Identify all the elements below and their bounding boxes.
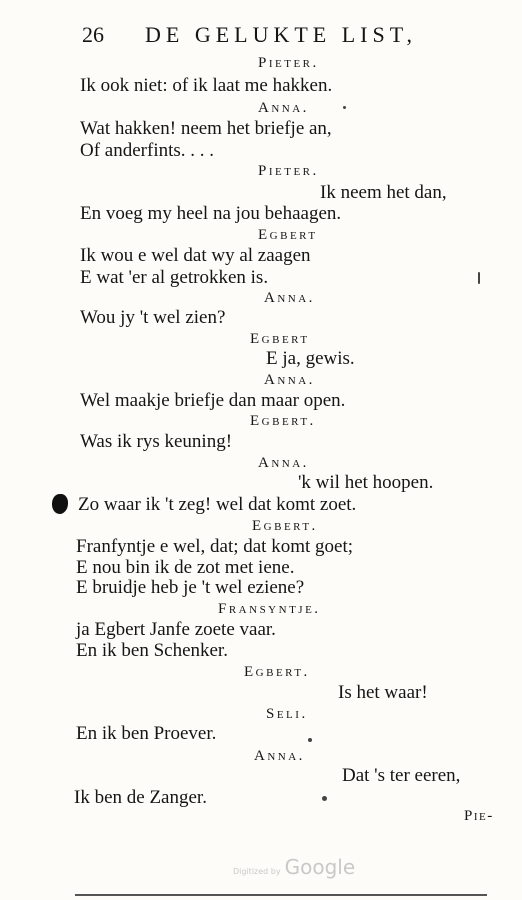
verse-line: En voeg my heel na jou behaagen.	[80, 203, 342, 224]
catchword: Pie-	[464, 808, 494, 824]
speaker-name: Anna.	[258, 455, 309, 471]
verse-line: Wou jy 't wel zien?	[80, 307, 226, 328]
bottom-rule	[75, 894, 487, 896]
speaker-name: Egbert.	[250, 413, 316, 429]
ink-speck	[478, 272, 480, 284]
speaker-name: Anna.	[254, 748, 305, 764]
running-title: DE GELUKTE LIST,	[145, 22, 418, 47]
ink-speck	[308, 738, 312, 742]
verse-line: Wel maakje briefje dan maar open.	[80, 390, 346, 411]
speaker-name: Egbert.	[252, 518, 318, 534]
speaker-name: Pieter.	[258, 163, 319, 179]
speaker-name: Egbert.	[244, 664, 310, 680]
ink-speck	[322, 796, 327, 801]
verse-line: Zo waar ik 't zeg! wel dat komt zoet.	[78, 494, 357, 515]
speaker-name: Egbert	[258, 227, 318, 243]
speaker-name: Egbert	[250, 331, 310, 347]
speaker-name: Anna.	[264, 372, 315, 388]
verse-line: 'k wil het hoopen.	[298, 472, 434, 493]
verse-line: ja Egbert Janfe zoete vaar.	[76, 619, 276, 640]
verse-line: Wat hakken! neem het briefje an,	[80, 118, 332, 139]
verse-line: En ik ben Schenker.	[76, 640, 228, 661]
verse-line: Franfyntje e wel, dat; dat komt goet;	[76, 536, 354, 557]
page-number: 26	[82, 22, 104, 47]
ink-speck	[343, 106, 346, 109]
verse-line: Was ik rys keuning!	[80, 431, 233, 452]
google-watermark: Digitized by Google	[233, 855, 356, 879]
speaker-name: Pieter.	[258, 55, 319, 71]
verse-line: Ik ben de Zanger.	[74, 787, 207, 808]
verse-line: Ik ook niet: of ik laat me hakken.	[80, 75, 333, 96]
verse-line: E bruidje heb je 't wel eziene?	[76, 577, 305, 598]
verse-line: E ja, gewis.	[266, 348, 355, 369]
speaker-name: Seli.	[266, 706, 308, 722]
ink-blot	[52, 494, 68, 514]
verse-line: Ik wou e wel dat wy al zaagen	[80, 245, 311, 266]
verse-line: E wat 'er al getrokken is.	[80, 267, 269, 288]
verse-line: Of anderfints. . . .	[80, 140, 215, 161]
verse-line: En ik ben Proever.	[76, 723, 217, 744]
verse-line: Is het waar!	[338, 682, 428, 703]
verse-line: E nou bin ik de zot met iene.	[76, 557, 295, 578]
verse-line: Dat 's ter eeren,	[342, 765, 461, 786]
speaker-name: Anna.	[264, 290, 315, 306]
verse-line: Ik neem het dan,	[320, 182, 447, 203]
speaker-name: Fransyntje.	[218, 601, 321, 617]
speaker-name: Anna.	[258, 100, 309, 116]
